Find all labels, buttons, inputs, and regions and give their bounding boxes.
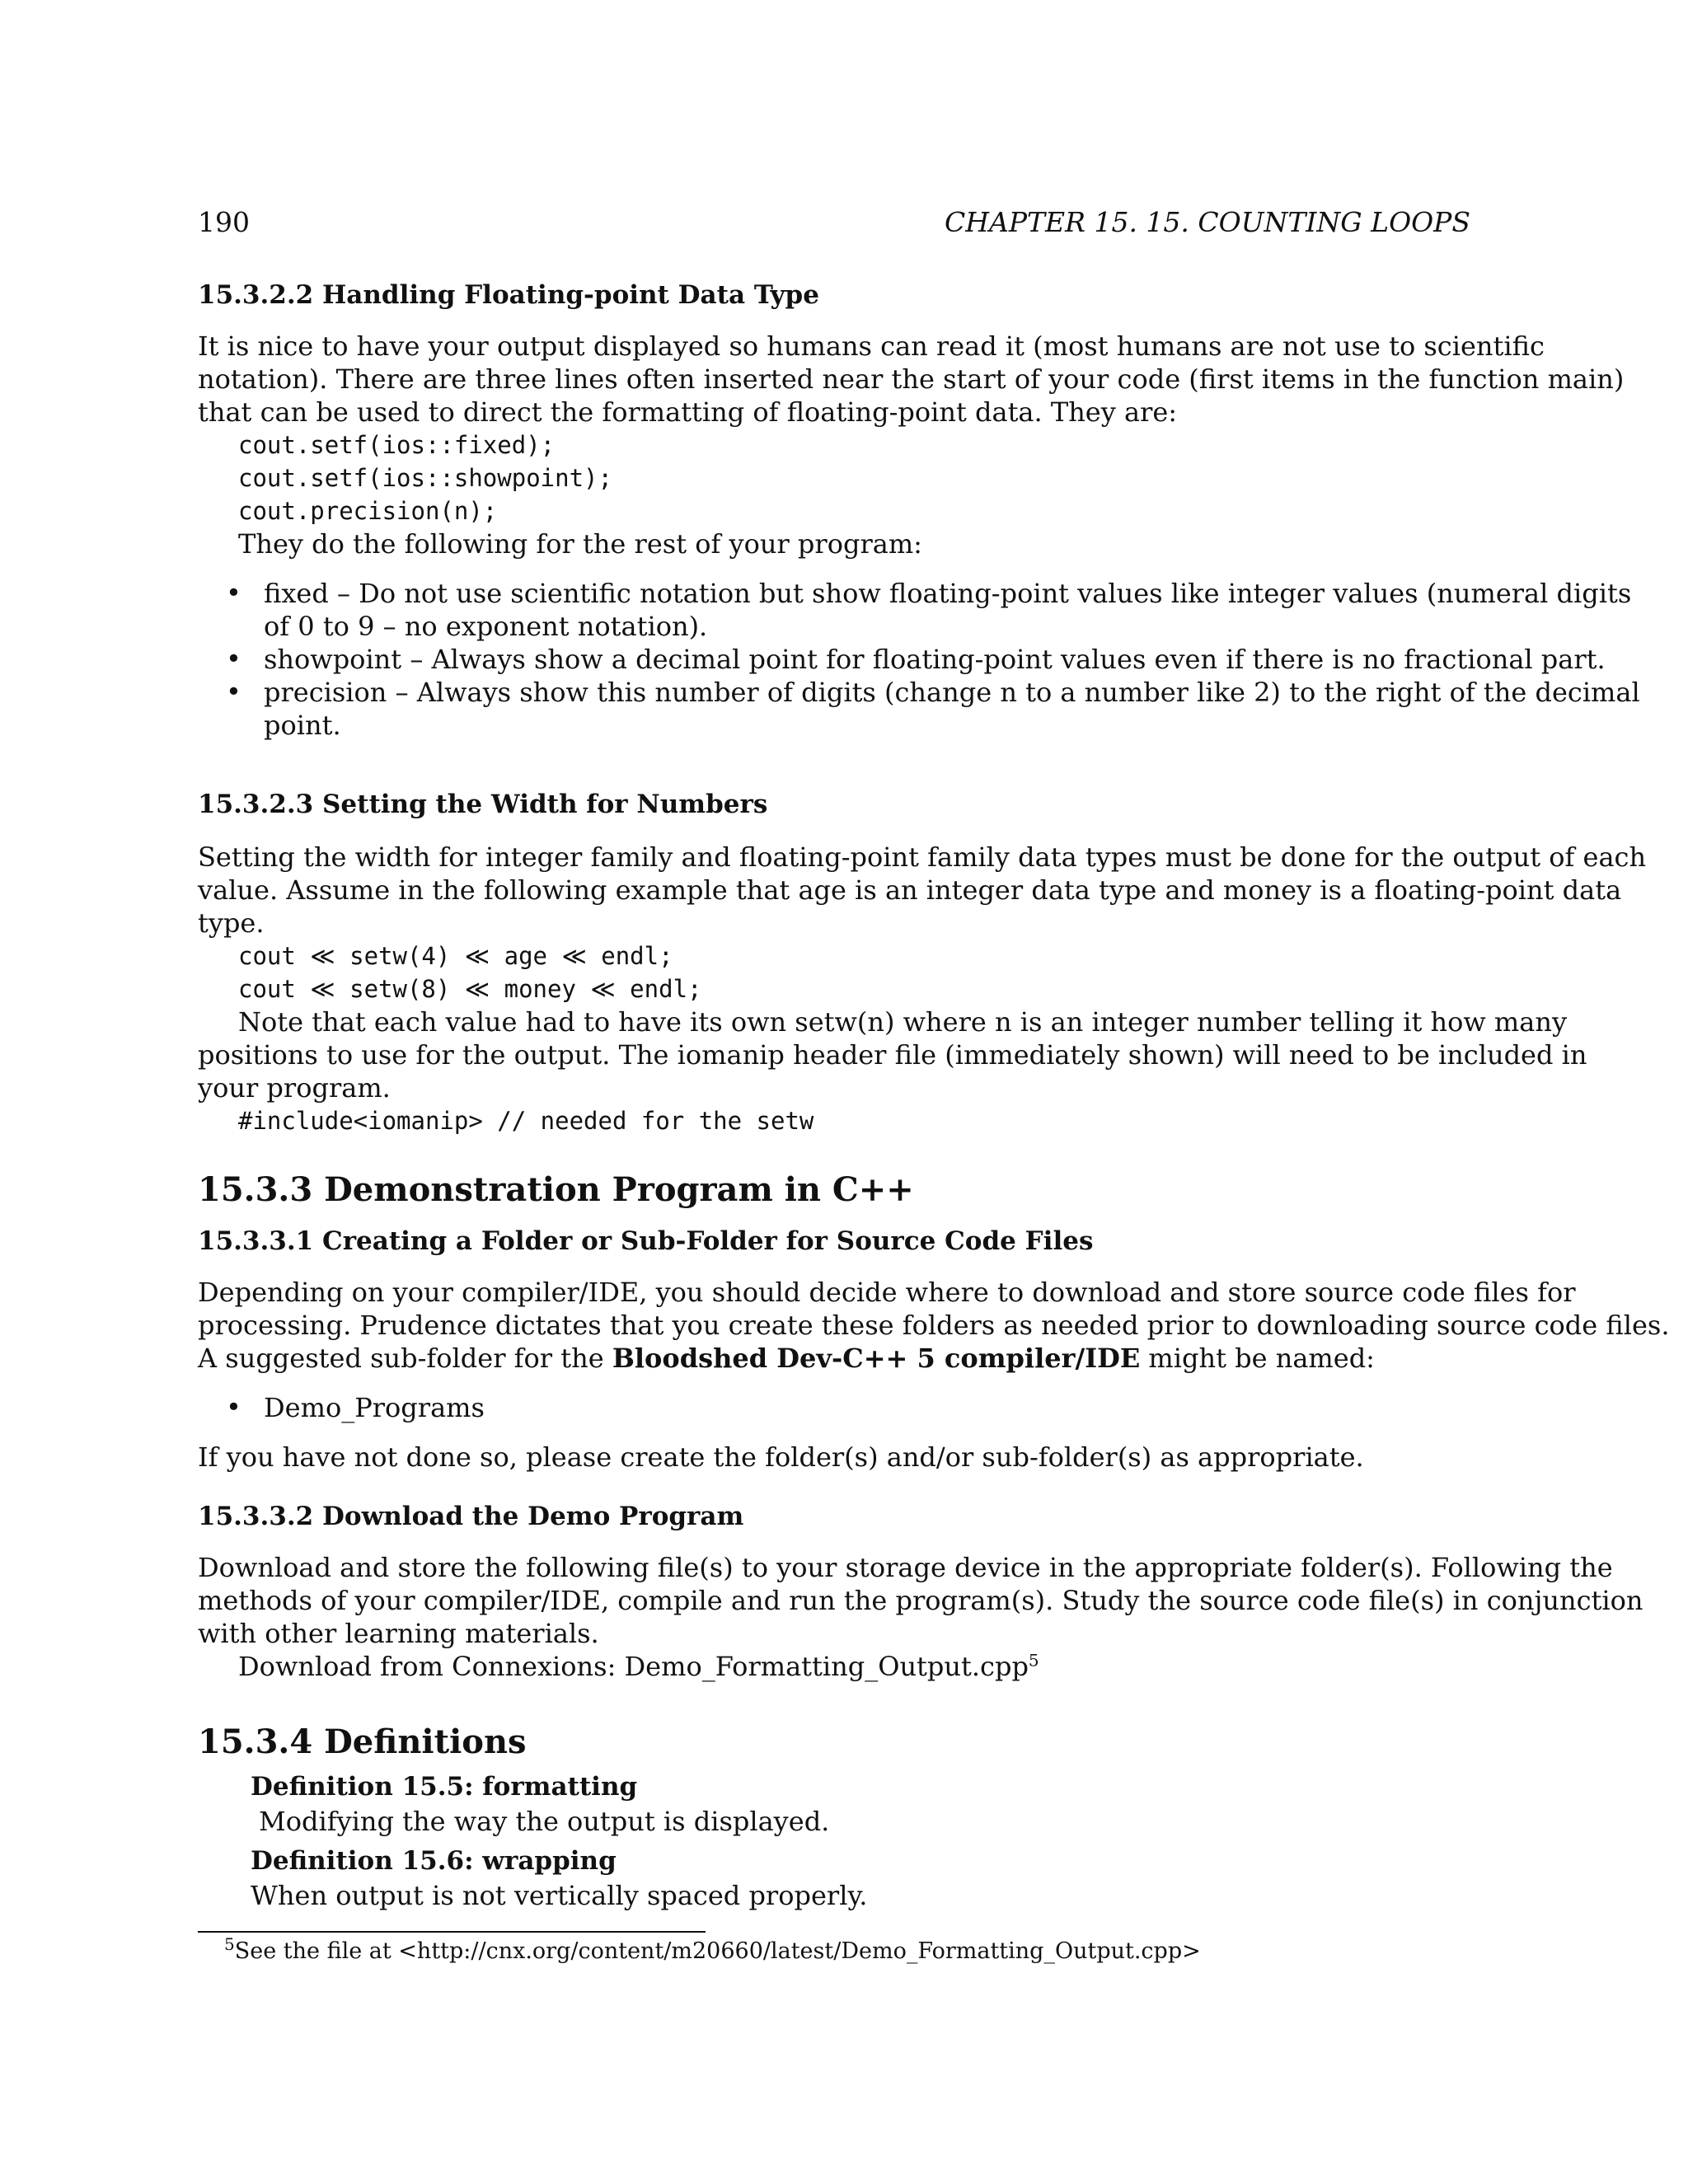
list-item: Demo_Programs (264, 1392, 485, 1423)
running-title: CHAPTER 15. 15. COUNTING LOOPS (944, 206, 1470, 238)
code-line: cout.precision(n); (238, 497, 498, 525)
paragraph-line: Download and store the following file(s) to your storage device in the appropriate folder(s). Following the (198, 1552, 1613, 1583)
code-line: #include<iomanip> // needed for the setw (238, 1107, 814, 1135)
paragraph-line: type. (198, 907, 265, 939)
bullet-icon: • (226, 1391, 241, 1422)
paragraph-line: Depending on your compiler/IDE, you should decide where to download and store source code files for (198, 1277, 1576, 1308)
paragraph-line: value. Assume in the following example that age is an integer data type and money is a floating-point data (198, 874, 1622, 906)
list-item: precision – Always show this number of digits (change n to a number like 2) to the right of the decimal (264, 677, 1640, 708)
section-heading-15-3-3-2: 15.3.3.2 Download the Demo Program (198, 1502, 744, 1531)
bold-term: Bloodshed Dev-C++ 5 compiler/IDE (612, 1343, 1141, 1374)
paragraph-line: notation). There are three lines often inserted near the start of your code (first items in the function main) (198, 363, 1625, 395)
page-number: 190 (198, 206, 250, 238)
paragraph-line: positions to use for the output. The iomanip header file (immediately shown) will need to be included in (198, 1039, 1587, 1071)
code-line: cout.setf(ios::fixed); (238, 431, 556, 459)
bullet-icon: • (226, 643, 241, 674)
paragraph-line: It is nice to have your output displayed so humans can read it (most humans are not use to scientific (198, 330, 1545, 362)
section-heading-15-3-3: 15.3.3 Demonstration Program in C++ (198, 1170, 914, 1209)
footnote-mark: 5 (1028, 1650, 1039, 1671)
definition-text: Modifying the way the output is displayed. (259, 1806, 830, 1837)
section-heading-15-3-3-1: 15.3.3.1 Creating a Folder or Sub-Folder for Source Code Files (198, 1226, 1094, 1256)
definition-text: When output is not vertically spaced properly. (251, 1880, 868, 1911)
paragraph-line: processing. Prudence dictates that you create these folders as needed prior to downloading source code files. (198, 1310, 1670, 1341)
footnote (224, 1934, 1201, 1964)
code-line: cout ≪ setw(8) ≪ money ≪ endl; (238, 975, 702, 1003)
paragraph-line: A suggested sub-folder for the Bloodshed Dev-C++ 5 compiler/IDE might be named: (198, 1343, 1375, 1374)
bullet-icon: • (226, 577, 241, 608)
footnote-mark: 5 (224, 1934, 235, 1954)
paragraph-line: your program. (198, 1072, 391, 1104)
paragraph-line: Setting the width for integer family and floating-point family data types must be done for the output of each (198, 841, 1647, 873)
list-item: point. (264, 710, 341, 741)
code-line: cout.setf(ios::showpoint); (238, 464, 612, 492)
definition-term: Definition 15.6: wrapping (251, 1846, 617, 1876)
paragraph-line: with other learning materials. (198, 1618, 599, 1649)
paragraph-line: If you have not done so, please create the folder(s) and/or sub-folder(s) as appropriate. (198, 1441, 1364, 1473)
paragraph-line: methods of your compiler/IDE, compile and run the program(s). Study the source code file(s) in conjunction (198, 1585, 1643, 1616)
paragraph-line: They do the following for the rest of your program: (238, 528, 922, 560)
list-item: of 0 to 9 – no exponent notation). (264, 611, 708, 642)
footnote-rule (198, 1931, 706, 1933)
section-heading-15-3-2-3: 15.3.2.3 Setting the Width for Numbers (198, 790, 768, 819)
list-item: showpoint – Always show a decimal point for floating-point values even if there is no fractional part. (264, 644, 1606, 675)
paragraph-line: that can be used to direct the formatting of floating-point data. They are: (198, 396, 1178, 428)
definition-term: Definition 15.5: formatting (251, 1772, 638, 1802)
section-heading-15-3-4: 15.3.4 Definitions (198, 1722, 527, 1761)
paragraph-line: Note that each value had to have its own setw(n) where n is an integer number telling it how many (238, 1006, 1568, 1038)
section-heading-15-3-2-2: 15.3.2.2 Handling Floating-point Data Type (198, 280, 819, 310)
bullet-icon: • (226, 676, 241, 707)
download-line: Download from Connexions: Demo_Formatting_Output.cpp$^5$ (238, 1650, 1039, 1682)
list-item: fixed – Do not use scientific notation but show floating-point values like integer values (numeral digits (264, 578, 1632, 609)
code-line: cout ≪ setw(4) ≪ age ≪ endl; (238, 942, 673, 970)
footnote-text: See the file at <http://cnx.org/content/m20660/latest/Demo_Formatting_Output.cpp> (234, 1938, 1201, 1964)
